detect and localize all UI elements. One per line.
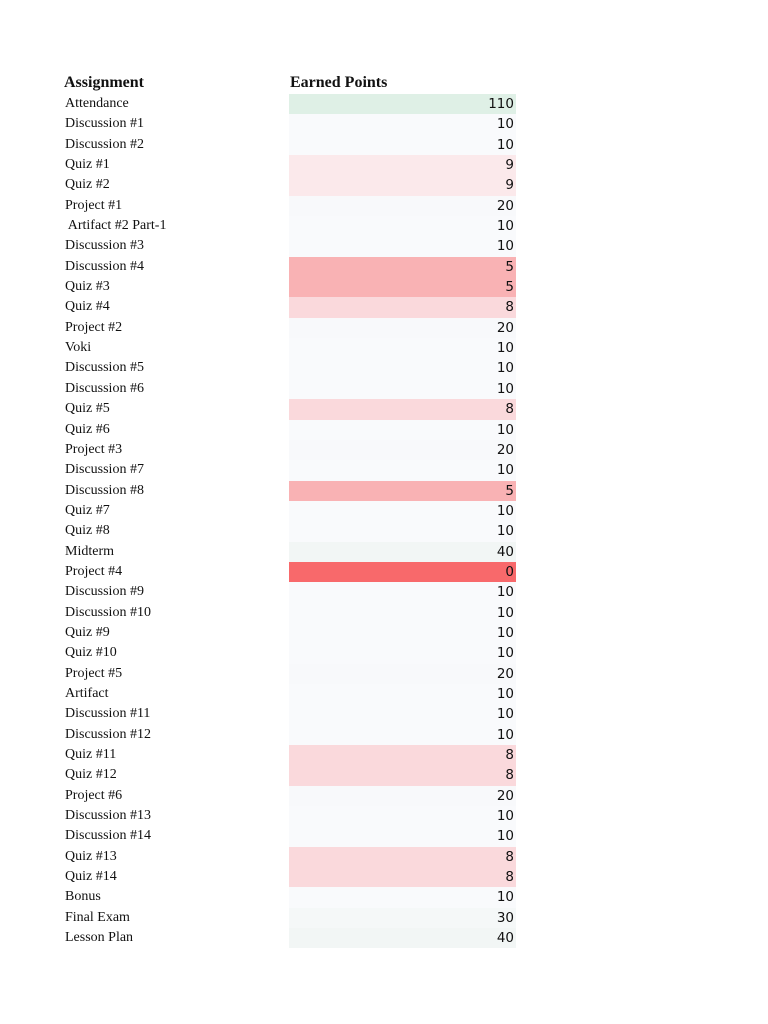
assignment-cell[interactable]: Quiz #12 [65, 767, 117, 783]
earned-points-cell[interactable]: 20 [289, 318, 516, 338]
table-row [64, 196, 516, 216]
table-row [64, 358, 516, 378]
grade-sheet [64, 72, 516, 948]
earned-points-cell[interactable]: 8 [289, 745, 516, 765]
earned-points-cell[interactable]: 20 [289, 196, 516, 216]
assignment-cell[interactable]: Discussion #7 [65, 462, 144, 478]
table-row [64, 257, 516, 277]
assignment-cell[interactable]: Project #6 [65, 787, 123, 803]
table-row [64, 928, 516, 948]
assignment-cell[interactable]: Attendance [65, 96, 129, 111]
assignment-cell[interactable]: Discussion #9 [65, 584, 144, 600]
assignment-cell[interactable]: Quiz #7 [65, 502, 110, 518]
table-row [64, 908, 516, 928]
table-row [64, 786, 516, 806]
earned-points-cell[interactable]: 10 [289, 135, 516, 155]
table-row [64, 521, 516, 541]
table-row [64, 582, 516, 602]
assignment-column-header[interactable]: Assignment [64, 74, 145, 91]
assignment-cell[interactable]: Discussion #11 [65, 706, 151, 722]
table-row [64, 603, 516, 623]
assignment-cell[interactable]: Project #4 [65, 563, 123, 579]
table-row [64, 562, 516, 582]
earned-points-cell[interactable]: 30 [289, 908, 516, 928]
assignment-cell[interactable]: Quiz #8 [65, 523, 110, 539]
assignment-cell[interactable]: Discussion #4 [65, 258, 144, 274]
table-row [64, 704, 516, 724]
assignment-cell[interactable]: Quiz #3 [65, 279, 110, 295]
earned-points-cell[interactable]: 10 [289, 338, 516, 358]
earned-points-cell[interactable]: 10 [289, 643, 516, 663]
earned-points-column-header[interactable]: Earned Points [290, 74, 388, 91]
earned-points-cell[interactable]: 10 [289, 379, 516, 399]
earned-points-cell[interactable]: 10 [289, 521, 516, 541]
table-row [64, 765, 516, 785]
earned-points-cell[interactable]: 9 [289, 155, 516, 175]
earned-points-cell[interactable]: 0 [289, 562, 516, 582]
earned-points-cell[interactable]: 10 [289, 582, 516, 602]
assignment-cell[interactable]: Midterm [65, 543, 114, 559]
table-row [64, 175, 516, 195]
table-row [64, 481, 516, 501]
earned-points-cell[interactable]: 10 [289, 704, 516, 724]
assignment-cell[interactable]: Discussion #5 [65, 360, 144, 376]
assignment-cell[interactable]: Lesson Plan [65, 930, 134, 946]
earned-points-cell[interactable]: 10 [289, 603, 516, 623]
earned-points-cell[interactable]: 10 [289, 358, 516, 378]
earned-points-cell[interactable]: 10 [289, 684, 516, 704]
table-row [64, 379, 516, 399]
assignment-cell[interactable]: Discussion #3 [65, 238, 144, 254]
earned-points-cell[interactable]: 8 [289, 867, 516, 887]
table-row [64, 94, 516, 114]
assignment-cell[interactable]: Discussion #2 [65, 136, 144, 152]
assignment-cell[interactable]: Project #3 [65, 441, 123, 457]
assignment-cell[interactable]: Project #1 [65, 197, 123, 213]
table-row [64, 420, 516, 440]
earned-points-cell[interactable]: 5 [289, 277, 516, 297]
assignment-cell[interactable]: Quiz #4 [65, 299, 110, 315]
table-row [64, 826, 516, 846]
assignment-cell[interactable]: Discussion #8 [65, 482, 144, 498]
table-row [64, 684, 516, 704]
assignment-cell[interactable]: Final Exam [65, 909, 130, 925]
earned-points-cell[interactable]: 20 [289, 786, 516, 806]
earned-points-cell[interactable]: 8 [289, 399, 516, 419]
table-row [64, 277, 516, 297]
assignment-cell[interactable]: Discussion #10 [65, 604, 151, 620]
assignment-cell[interactable]: Quiz #11 [65, 747, 117, 762]
table-row [64, 297, 516, 317]
table-row [64, 867, 516, 887]
earned-points-cell[interactable]: 20 [289, 664, 516, 684]
earned-points-cell[interactable]: 10 [289, 236, 516, 256]
assignment-cell[interactable]: Discussion #6 [65, 380, 144, 396]
assignment-cell[interactable]: Project #5 [65, 665, 123, 681]
table-row [64, 806, 516, 826]
assignment-cell[interactable]: Quiz #5 [65, 401, 110, 417]
table-body [64, 94, 516, 948]
table-row [64, 155, 516, 175]
assignment-cell[interactable]: Artifact [65, 685, 109, 701]
earned-points-cell[interactable]: 40 [289, 542, 516, 562]
earned-points-cell[interactable]: 8 [289, 297, 516, 317]
table-row [64, 114, 516, 134]
earned-points-cell[interactable]: 10 [289, 806, 516, 826]
assignment-cell[interactable]: Voki [65, 340, 92, 356]
table-row [64, 236, 516, 256]
earned-points-cell[interactable]: 5 [289, 257, 516, 277]
assignment-cell[interactable]: Quiz #2 [65, 177, 110, 193]
header-row [64, 72, 516, 94]
assignment-cell[interactable]: Artifact #2 Part-1 [65, 218, 167, 234]
earned-points-cell[interactable]: 10 [289, 623, 516, 643]
earned-points-cell[interactable]: 110 [289, 94, 516, 114]
earned-points-cell[interactable]: 10 [289, 460, 516, 480]
earned-points-cell[interactable]: 10 [289, 826, 516, 846]
table-row [64, 623, 516, 643]
table-row [64, 725, 516, 745]
assignment-cell[interactable]: Quiz #10 [65, 645, 117, 661]
table-row [64, 745, 516, 765]
table-row [64, 643, 516, 663]
earned-points-cell[interactable]: 10 [289, 420, 516, 440]
earned-points-cell[interactable]: 10 [289, 114, 516, 134]
table-row [64, 338, 516, 358]
table-row [64, 542, 516, 562]
table-row [64, 501, 516, 521]
earned-points-cell[interactable]: 20 [289, 440, 516, 460]
table-row [64, 887, 516, 907]
table-row [64, 664, 516, 684]
earned-points-cell[interactable]: 10 [289, 216, 516, 236]
table-row [64, 399, 516, 419]
earned-points-cell[interactable]: 8 [289, 847, 516, 867]
table-row [64, 460, 516, 480]
earned-points-cell[interactable]: 9 [289, 175, 516, 195]
earned-points-cell[interactable]: 40 [289, 928, 516, 948]
table-row [64, 318, 516, 338]
table-row [64, 216, 516, 236]
assignment-cell[interactable]: Discussion #13 [65, 808, 151, 824]
earned-points-cell[interactable]: 8 [289, 765, 516, 785]
assignment-cell[interactable]: Discussion #1 [65, 116, 144, 132]
table-row [64, 440, 516, 460]
earned-points-cell[interactable]: 10 [289, 725, 516, 745]
assignment-cell[interactable]: Quiz #9 [65, 624, 110, 640]
assignment-cell[interactable]: Project #2 [65, 319, 123, 335]
table-row [64, 847, 516, 867]
earned-points-cell[interactable]: 10 [289, 887, 516, 907]
earned-points-cell[interactable]: 5 [289, 481, 516, 501]
table-row [64, 135, 516, 155]
assignment-cell[interactable]: Quiz #1 [65, 157, 110, 173]
assignment-cell[interactable]: Discussion #14 [65, 828, 151, 844]
assignment-cell[interactable]: Bonus [65, 889, 101, 905]
assignment-cell[interactable]: Quiz #13 [65, 848, 117, 864]
assignment-cell[interactable]: Quiz #6 [65, 421, 110, 437]
assignment-cell[interactable]: Quiz #14 [65, 869, 117, 885]
earned-points-cell[interactable]: 10 [289, 501, 516, 521]
assignment-cell[interactable]: Discussion #12 [65, 726, 151, 742]
